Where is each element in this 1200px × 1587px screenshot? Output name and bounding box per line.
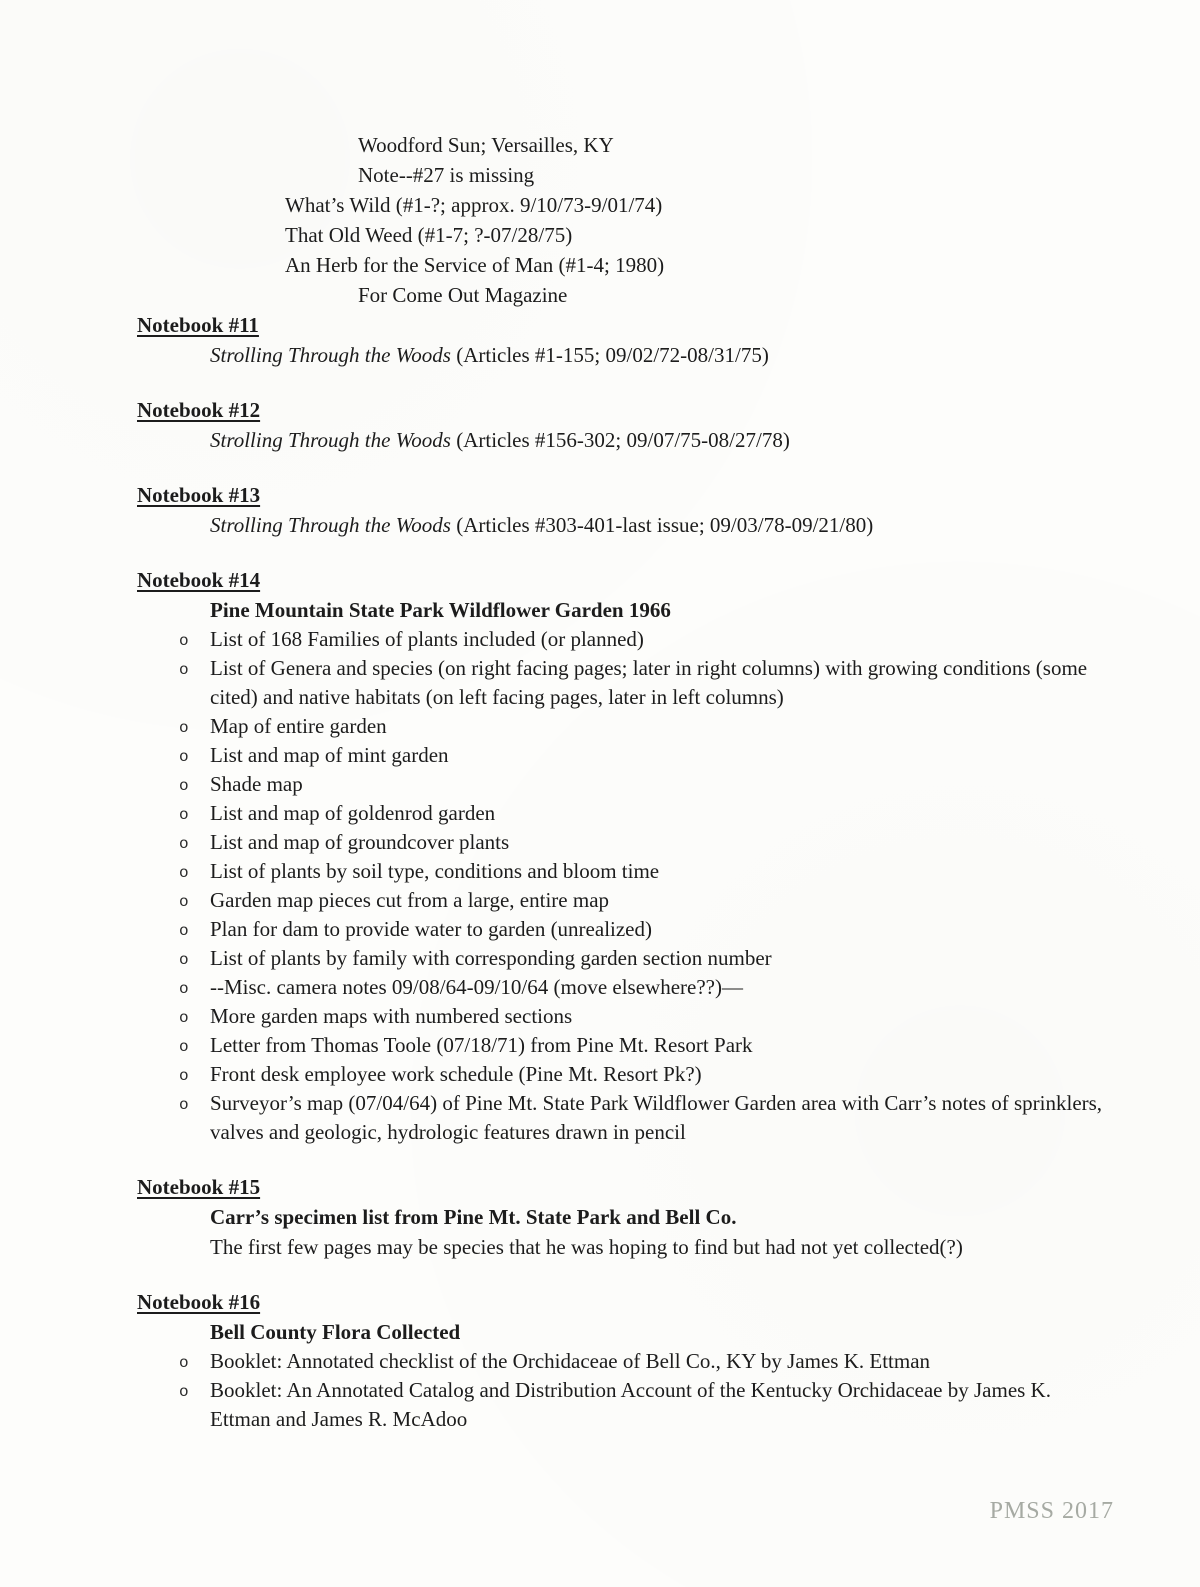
intro-line: What’s Wild (#1-?; approx. 9/10/73-9/01/74) xyxy=(285,193,663,217)
bullet-text: Booklet: Annotated checklist of the Orchidaceae of Bell Co., KY by James K. Ettman xyxy=(210,1349,931,1373)
bullet-item xyxy=(137,973,1105,1002)
bullet-text: Front desk employee work schedule (Pine Mt. Resort Pk?) xyxy=(210,1062,702,1086)
bullet-text: List of Genera and species (on right facing pages; later in right columns) with growing conditions (some cited) and native habitats (on left facing pages, later in left columns) xyxy=(210,656,1088,709)
bullet-text: Booklet: An Annotated Catalog and Distribution Account of the Kentucky Orchidaceae by James K. Ettman and James R. McAdoo xyxy=(210,1378,1051,1431)
notebook-section xyxy=(137,1172,1105,1262)
bullet-marker-icon: o xyxy=(179,922,189,940)
bullet-item xyxy=(137,1089,1105,1147)
bullet-item xyxy=(137,915,1105,944)
bullet-text: Garden map pieces cut from a large, entire map xyxy=(210,888,610,912)
intro-line: Woodford Sun; Versailles, KY xyxy=(358,133,614,157)
notebook-title-italic: Strolling Through the Woods xyxy=(210,513,451,537)
bullet-item xyxy=(137,625,1105,654)
notebook-section xyxy=(137,1287,1105,1434)
bullet-marker-icon: o xyxy=(179,1383,189,1401)
watermark: PMSS 2017 xyxy=(989,1498,1114,1524)
notebook-section xyxy=(137,310,1105,370)
bullet-marker-icon: o xyxy=(179,864,189,882)
bullet-text: Plan for dam to provide water to garden (unrealized) xyxy=(210,917,652,941)
bullet-item xyxy=(137,770,1105,799)
notebook-heading: Notebook #13 xyxy=(137,483,261,507)
bullet-text: Map of entire garden xyxy=(210,714,387,738)
notebook-title-rest: (Articles #156-302; 09/07/75-08/27/78) xyxy=(450,428,790,452)
section-subtitle: Bell County Flora Collected xyxy=(210,1320,461,1344)
bullet-text: List and map of mint garden xyxy=(210,743,449,767)
section-subtitle: Carr’s specimen list from Pine Mt. State Park and Bell Co. xyxy=(210,1205,737,1229)
intro-line: For Come Out Magazine xyxy=(358,283,568,307)
bullet-item xyxy=(137,741,1105,770)
bullet-item xyxy=(137,654,1105,712)
bullet-text: Surveyor’s map (07/04/64) of Pine Mt. State Park Wildflower Garden area with Carr’s notes of sprinklers, valves and geologic, hydrologic features drawn in pencil xyxy=(210,1091,1103,1144)
section-note: The first few pages may be species that he was hoping to find but had not yet collected(?) xyxy=(210,1235,963,1259)
intro-block xyxy=(137,130,1105,310)
notebook-heading: Notebook #16 xyxy=(137,1290,261,1314)
bullet-text: List of plants by soil type, conditions and bloom time xyxy=(210,859,660,883)
notebook-title-italic: Strolling Through the Woods xyxy=(210,343,451,367)
notebook-title-italic: Strolling Through the Woods xyxy=(210,428,451,452)
intro-line: Note--#27 is missing xyxy=(358,163,535,187)
bullet-marker-icon: o xyxy=(179,661,189,679)
notebook-title-line xyxy=(137,510,1105,540)
bullet-text: List of plants by family with corresponding garden section number xyxy=(210,946,772,970)
notebook-section xyxy=(137,480,1105,540)
section-subtitle: Pine Mountain State Park Wildflower Garden 1966 xyxy=(210,598,671,622)
notebook-title-line xyxy=(137,340,1105,370)
notebook-heading: Notebook #14 xyxy=(137,568,261,592)
bullet-text: List and map of goldenrod garden xyxy=(210,801,496,825)
bullet-marker-icon: o xyxy=(179,1067,189,1085)
bullet-item xyxy=(137,799,1105,828)
bullet-text: More garden maps with numbered sections xyxy=(210,1004,573,1028)
bullet-marker-icon: o xyxy=(179,777,189,795)
bullet-item xyxy=(137,886,1105,915)
intro-line: That Old Weed (#1-7; ?-07/28/75) xyxy=(285,223,573,247)
notebook-heading: Notebook #12 xyxy=(137,398,261,422)
bullet-marker-icon: o xyxy=(179,835,189,853)
bullet-item xyxy=(137,944,1105,973)
bullet-marker-icon: o xyxy=(179,951,189,969)
intro-line: An Herb for the Service of Man (#1-4; 1980) xyxy=(285,253,665,277)
bullet-marker-icon: o xyxy=(179,1096,189,1114)
notebook-heading: Notebook #15 xyxy=(137,1175,261,1199)
bullet-marker-icon: o xyxy=(179,1354,189,1372)
notebook-section xyxy=(137,565,1105,1147)
bullet-marker-icon: o xyxy=(179,893,189,911)
notebook-title-rest: (Articles #303-401-last issue; 09/03/78-09/21/80) xyxy=(450,513,874,537)
bullet-marker-icon: o xyxy=(179,748,189,766)
bullet-item xyxy=(137,1347,1105,1376)
bullet-marker-icon: o xyxy=(179,632,189,650)
bullet-text: Letter from Thomas Toole (07/18/71) from Pine Mt. Resort Park xyxy=(210,1033,753,1057)
bullet-item xyxy=(137,828,1105,857)
notebook-title-rest: (Articles #1-155; 09/02/72-08/31/75) xyxy=(450,343,769,367)
bullet-marker-icon: o xyxy=(179,806,189,824)
bullet-item xyxy=(137,712,1105,741)
bullet-marker-icon: o xyxy=(179,719,189,737)
bullet-item xyxy=(137,857,1105,886)
bullet-item xyxy=(137,1031,1105,1060)
bullet-marker-icon: o xyxy=(179,1038,189,1056)
bullet-item xyxy=(137,1376,1105,1434)
bullet-marker-icon: o xyxy=(179,980,189,998)
bullet-text: Shade map xyxy=(210,772,303,796)
notebook-heading: Notebook #11 xyxy=(137,313,259,337)
sections xyxy=(137,310,1105,1434)
notebook-title-line xyxy=(137,425,1105,455)
bullet-item xyxy=(137,1002,1105,1031)
bullet-text: List and map of groundcover plants xyxy=(210,830,510,854)
bullet-text: --Misc. camera notes 09/08/64-09/10/64 (move elsewhere??)— xyxy=(210,975,743,999)
bullet-item xyxy=(137,1060,1105,1089)
bullet-marker-icon: o xyxy=(179,1009,189,1027)
bullet-text: List of 168 Families of plants included (or planned) xyxy=(210,627,644,651)
notebook-section xyxy=(137,395,1105,455)
